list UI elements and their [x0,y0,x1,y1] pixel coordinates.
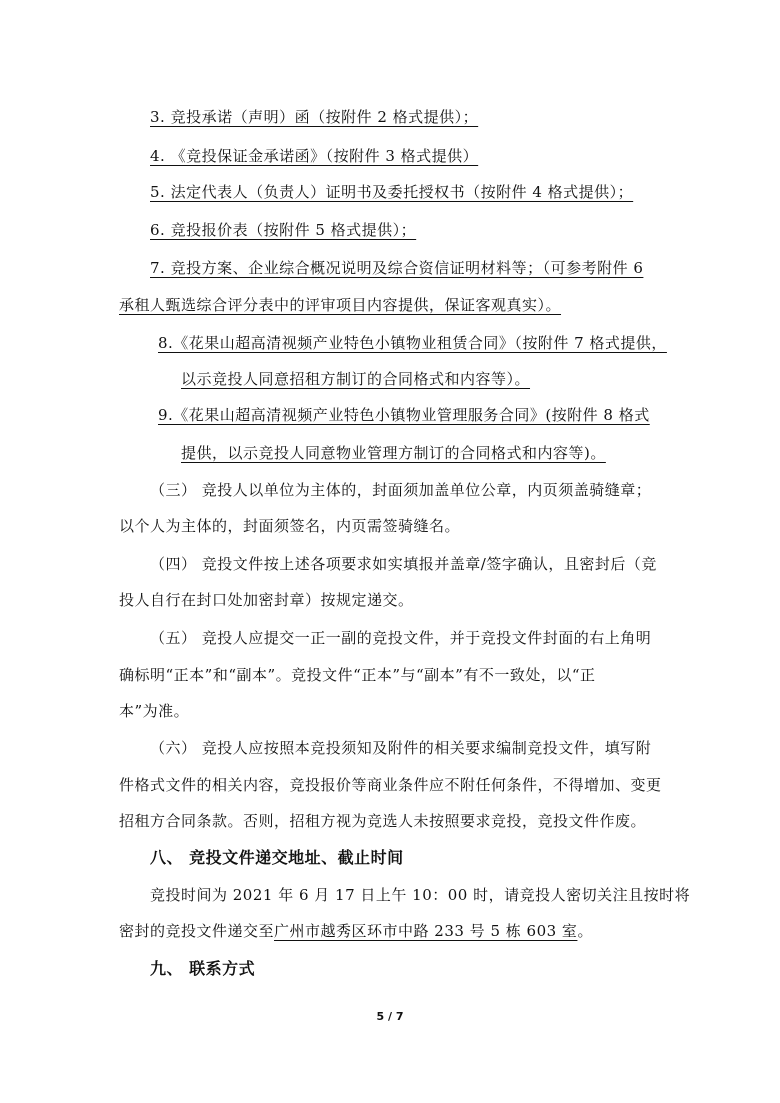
item-5: 5. 法定代表人（负责人）证明书及委托授权书（按附件 4 格式提供）； [150,183,634,201]
item-8-line1: 8.《花果山超高清视频产业特色小镇物业租赁合同》（按附件 7 格式提供， [158,334,667,352]
line2-prefix: 密封的竞投文件递交至 [119,922,275,940]
para-5-line1: （五） 竞投人应提交一正一副的竞投文件，并于竞投文件封面的右上角明 [150,629,652,647]
section-8-heading: 八、 竞投文件递交地址、截止时间 [150,848,404,867]
item-9-line2: 提供，以示竞投人同意物业管理方制订的合同格式和内容等)。 [181,444,606,462]
item-7-line2: 承租人甄选综合评分表中的评审项目内容提供，保证客观真实）。 [119,296,562,314]
item-6: 6. 竞投报价表（按附件 5 格式提供）； [150,221,417,239]
para-5-line3: 本”为准。 [119,702,190,720]
line2-suffix: 。 [577,922,593,940]
submission-address: 广州市越秀区环市中路 233 号 5 栋 603 室 [274,922,578,940]
para-6-line1: （六） 竞投人应按照本竞投须知及附件的相关要求编制竞投文件，填写附 [150,739,652,757]
page-number: 5 / 7 [376,1010,404,1023]
para-4-line2: 投人自行在封口处加密封章）按规定递交。 [119,591,414,609]
item-7-line1: 7. 竞投方案、企业综合概况说明及综合资信证明材料等；（可参考附件 6 [150,259,644,277]
section-8-line2 [119,920,593,942]
item-8-line2: 以示竞投人同意招租方制订的合同格式和内容等）。 [181,370,531,388]
para-3-line2: 以个人为主体的，封面须签名，内页需签骑缝名。 [119,517,461,535]
section-9-heading: 九、 联系方式 [150,959,256,978]
section-8-line1: 竞投时间为 2021 年 6 月 17 日上午 10：00 时，请竞投人密切关注且按时将 [150,886,691,904]
para-4-line1: （四） 竞投文件按上述各项要求如实填报并盖章/签字确认，且密封后（竞 [150,555,657,573]
item-9-line1: 9.《花果山超高清视频产业特色小镇物业管理服务合同》(按附件 8 格式 [158,406,650,424]
para-6-line3: 招租方合同条款。否则，招租方视为竞选人未按照要求竞投，竞投文件作废。 [119,812,647,830]
para-5-line2: 确标明“正本”和“副本”。竞投文件“正本”与“副本”有不一致处，以“正 [119,666,596,684]
para-3-line1: （三） 竞投人以单位为主体的，封面须加盖单位公章，内页须盖骑缝章； [150,481,652,499]
para-6-line2: 件格式文件的相关内容，竞投报价等商业条件应不附任何条件，不得增加、变更 [119,776,662,794]
item-3: 3. 竞投承诺（声明）函（按附件 2 格式提供）； [150,108,479,126]
item-4: 4. 《竞投保证金承诺函》（按附件 3 格式提供） [150,147,479,165]
